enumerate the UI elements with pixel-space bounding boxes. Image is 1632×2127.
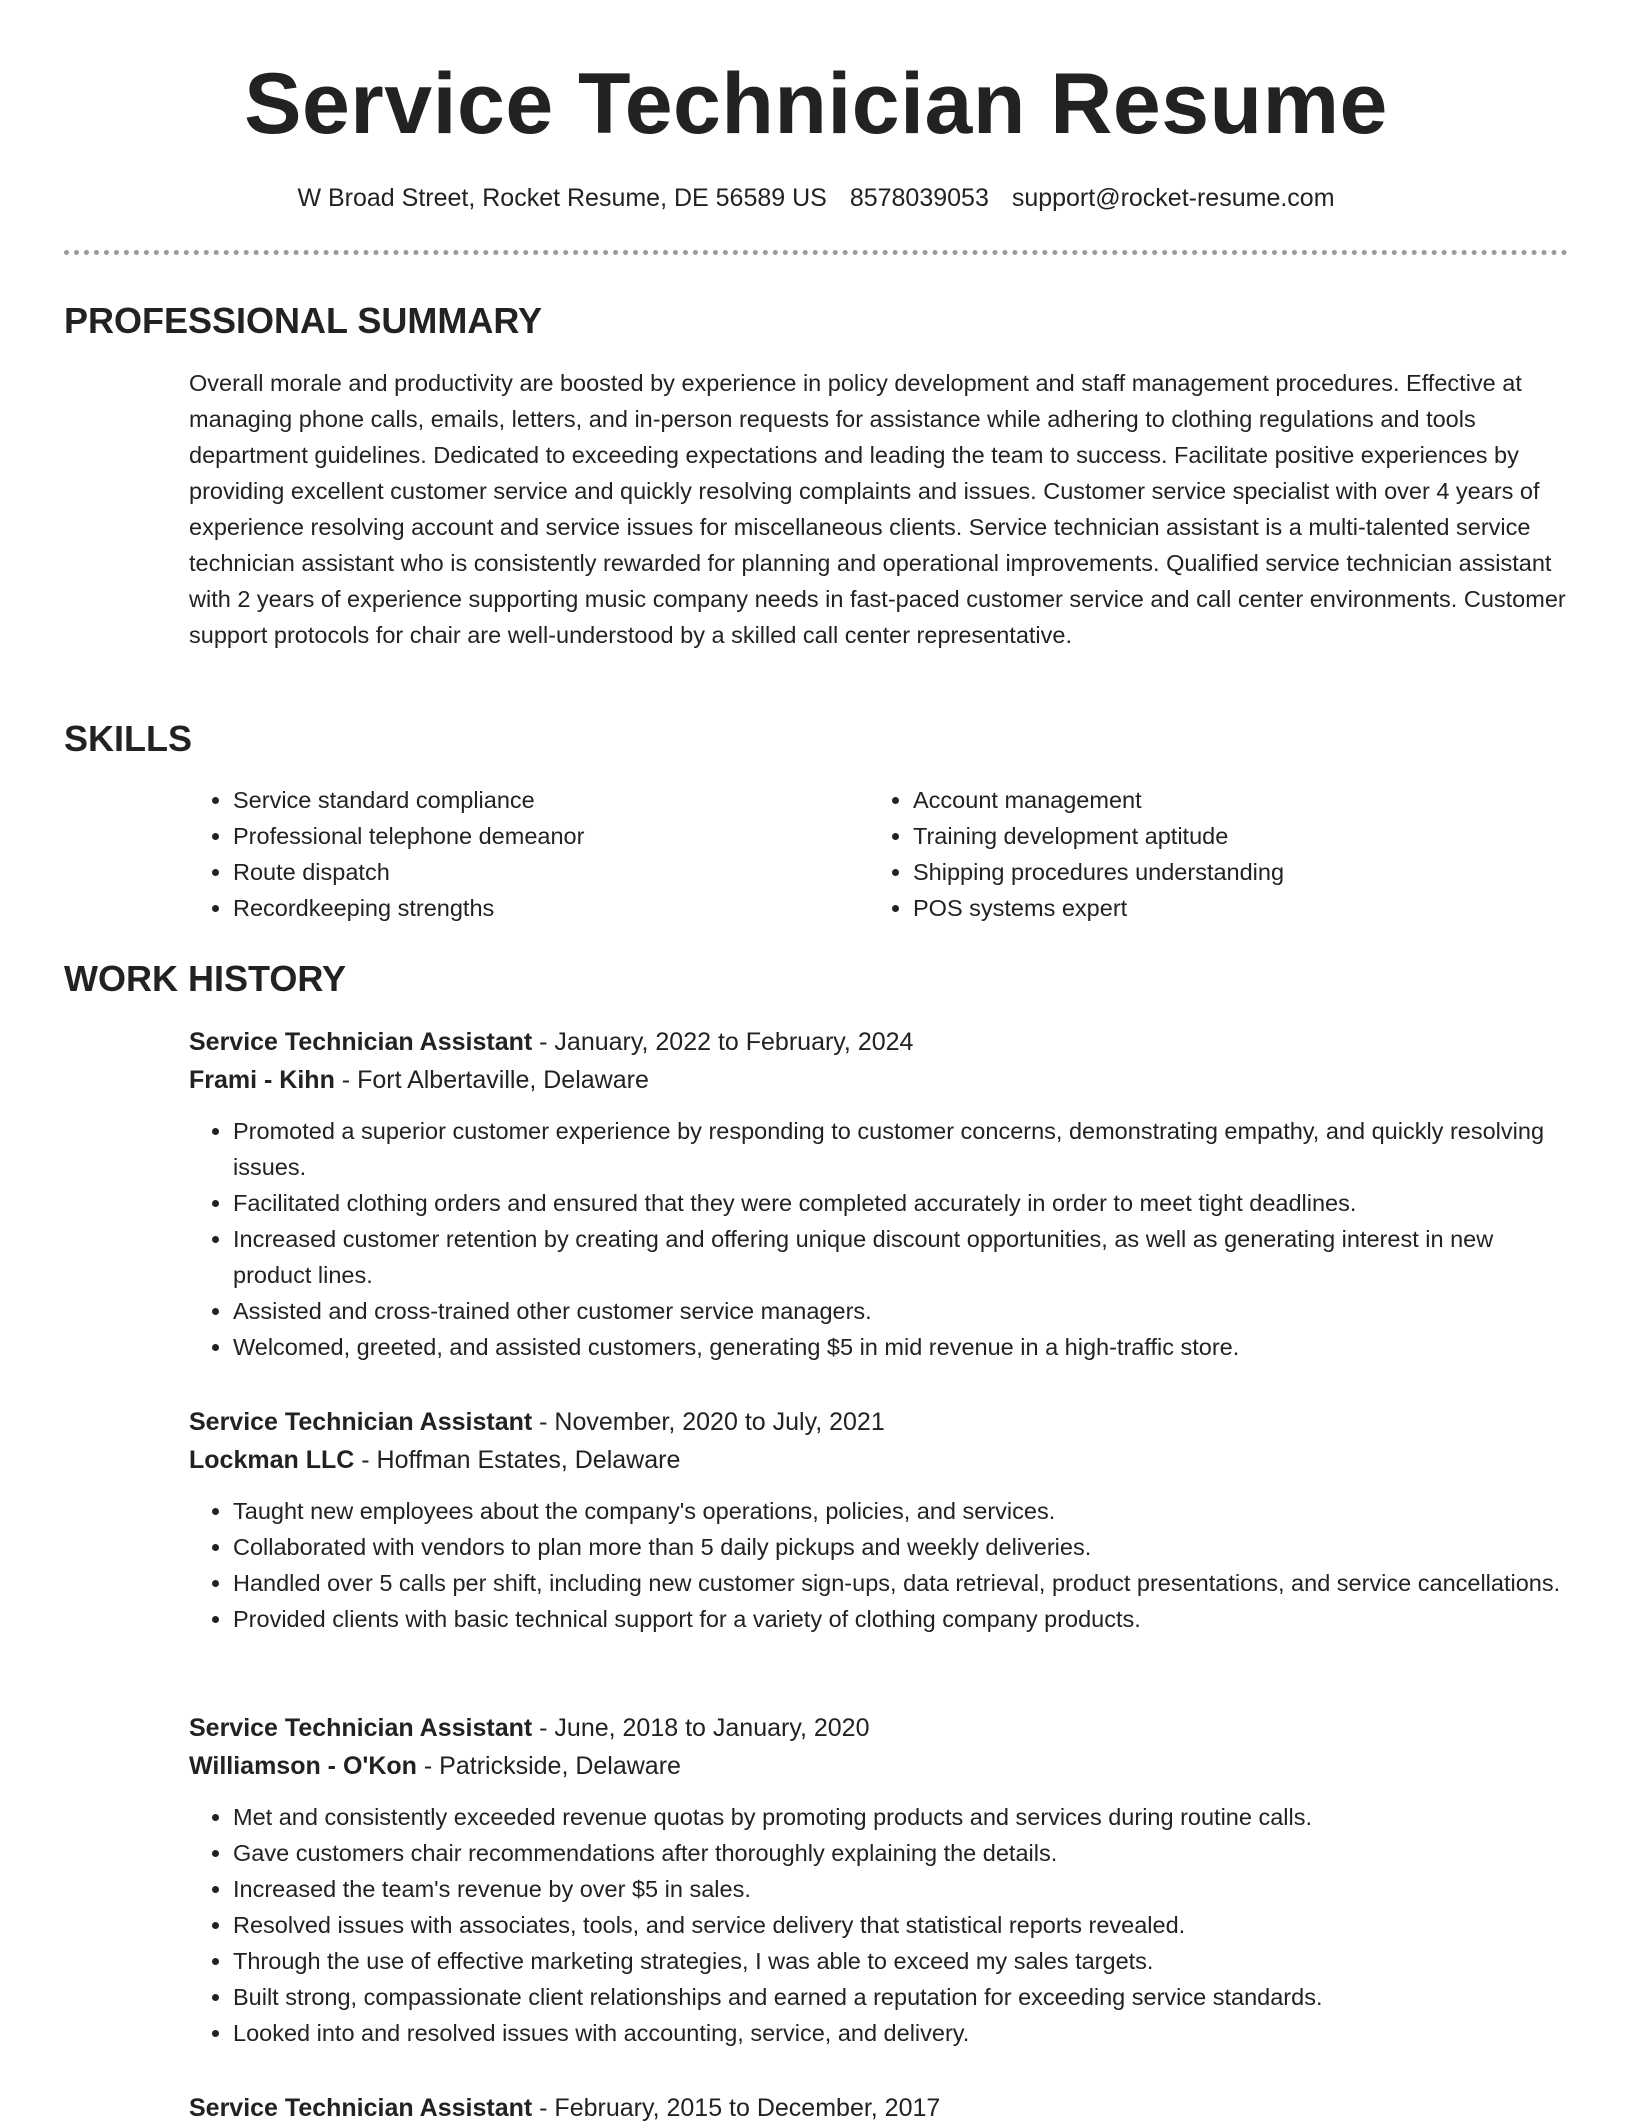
job-bullet: • Facilitated clothing orders and ensured that they were completed accurately in order to meet tight deadlines. — [233, 1185, 1569, 1221]
job-entry — [189, 2089, 1569, 2127]
job-bullet: • Looked into and resolved issues with accounting, service, and delivery. — [233, 2015, 1569, 2051]
skill-item: • Route dispatch — [233, 854, 869, 890]
job-company: Williamson - O'Kon — [189, 1752, 417, 1780]
work-history-heading: WORK HISTORY — [64, 958, 347, 999]
job-bullet: • Through the use of effective marketing strategies, I was able to exceed my sales targets. — [233, 1943, 1569, 1979]
job-company-line: Lockman LLC - Hoffman Estates, Delaware — [189, 1446, 681, 1474]
job-bullet: • Increased customer retention by creating and offering unique discount opportunities, as well as generating interest in new product lines. — [233, 1221, 1569, 1293]
job-bullet: • Increased the team's revenue by over $5 in sales. — [233, 1871, 1569, 1907]
job-dates: June, 2018 to January, 2020 — [554, 1714, 870, 1742]
job-company-line: Frami - Kihn - Fort Albertaville, Delaware — [189, 1066, 649, 1094]
skill-item: • Account management — [913, 782, 1549, 818]
job-bullet: • Promoted a superior customer experience by responding to customer concerns, demonstrating empathy, and quickly resolving issues. — [233, 1113, 1569, 1185]
skills-column-left — [189, 782, 869, 926]
job-title-line: Service Technician Assistant - June, 2018 to January, 2020 — [189, 1714, 870, 1742]
job-location: Fort Albertaville, Delaware — [357, 1066, 649, 1094]
job-bullet: • Provided clients with basic technical support for a variety of clothing company products. — [233, 1601, 1569, 1637]
skill-item: • Service standard compliance — [233, 782, 869, 818]
job-bullets — [189, 1799, 1569, 2051]
summary-text: Overall morale and productivity are boosted by experience in policy development and staff management procedures. Effective at managing phone calls, emails, letters, and in-person requests for assistance while adhering to clothing regulations and tools department guidelines. Dedicated to exceeding expectations and leading the team to success. Facilitate positive experiences by providing excellent customer service and quickly resolving complaints and issues. Customer service specialist with over 4 years of experience resolving account and service issues for miscellaneous clients. Service technician assistant is a multi-talented service technician assistant who is consistently rewarded for planning and operational improvements. Qualified service technician assistant with 2 years of experience supporting music company needs in fast-paced customer service and call center environments. Customer support protocols for chair are well-understood by a skilled call center representative. — [189, 370, 1566, 648]
skill-item: • Recordkeeping strengths — [233, 890, 869, 926]
job-dates: January, 2022 to February, 2024 — [554, 1028, 914, 1056]
job-dates: February, 2015 to December, 2017 — [554, 2094, 941, 2122]
resume-title: Service Technician Resume — [244, 56, 1388, 152]
job-bullet: • Assisted and cross-trained other customer service managers. — [233, 1293, 1569, 1329]
job-company-line: Williamson - O'Kon - Patrickside, Delaware — [189, 1752, 681, 1780]
contact-email: support@rocket-resume.com — [1011, 184, 1335, 212]
skills-heading: SKILLS — [64, 718, 193, 759]
job-bullet: • Welcomed, greeted, and assisted customers, generating $5 in mid revenue in a high-traffic store. — [233, 1329, 1569, 1365]
job-bullets — [189, 1113, 1569, 1365]
job-title: Service Technician Assistant — [189, 1714, 533, 1742]
job-company: Lockman LLC — [189, 1446, 355, 1474]
skill-item: • Training development aptitude — [913, 818, 1549, 854]
skills-column-right — [869, 782, 1549, 926]
job-title-line: Service Technician Assistant - November, 2020 to July, 2021 — [189, 1408, 885, 1436]
job-bullet: • Built strong, compassionate client relationships and earned a reputation for exceeding service standards. — [233, 1979, 1569, 2015]
job-bullet: • Met and consistently exceeded revenue quotas by promoting products and services during routine calls. — [233, 1799, 1569, 1835]
job-bullet: • Collaborated with vendors to plan more than 5 daily pickups and weekly deliveries. — [233, 1529, 1569, 1565]
summary-heading: PROFESSIONAL SUMMARY — [64, 300, 543, 341]
job-title: Service Technician Assistant — [189, 1028, 533, 1056]
job-dates: November, 2020 to July, 2021 — [554, 1408, 885, 1436]
job-bullets — [189, 1493, 1569, 1637]
skill-item: • Shipping procedures understanding — [913, 854, 1549, 890]
skill-item: • POS systems expert — [913, 890, 1549, 926]
job-entry — [189, 1023, 1569, 1365]
job-entry — [189, 1709, 1569, 2051]
job-bullet: • Resolved issues with associates, tools, and service delivery that statistical reports revealed. — [233, 1907, 1569, 1943]
job-title-line: Service Technician Assistant - January, 2022 to February, 2024 — [189, 1028, 914, 1056]
job-company: Frami - Kihn — [189, 1066, 335, 1094]
skill-item: • Professional telephone demeanor — [233, 818, 869, 854]
job-location: Patrickside, Delaware — [439, 1752, 681, 1780]
job-entry — [189, 1403, 1569, 1637]
header-divider — [64, 250, 1568, 255]
job-title: Service Technician Assistant — [189, 1408, 533, 1436]
job-location: Hoffman Estates, Delaware — [376, 1446, 681, 1474]
job-title-line: Service Technician Assistant - February, 2015 to December, 2017 — [189, 2094, 941, 2122]
skills-list — [189, 782, 1549, 926]
job-bullet: • Taught new employees about the company's operations, policies, and services. — [233, 1493, 1569, 1529]
contact-line — [0, 178, 1632, 218]
job-title: Service Technician Assistant — [189, 2094, 533, 2122]
job-bullet: • Handled over 5 calls per shift, including new customer sign-ups, data retrieval, product presentations, and service cancellations. — [233, 1565, 1569, 1601]
contact-address: W Broad Street, Rocket Resume, DE 56589 US — [297, 184, 827, 212]
job-bullet: • Gave customers chair recommendations after thoroughly explaining the details. — [233, 1835, 1569, 1871]
contact-phone: 8578039053 — [849, 184, 989, 212]
